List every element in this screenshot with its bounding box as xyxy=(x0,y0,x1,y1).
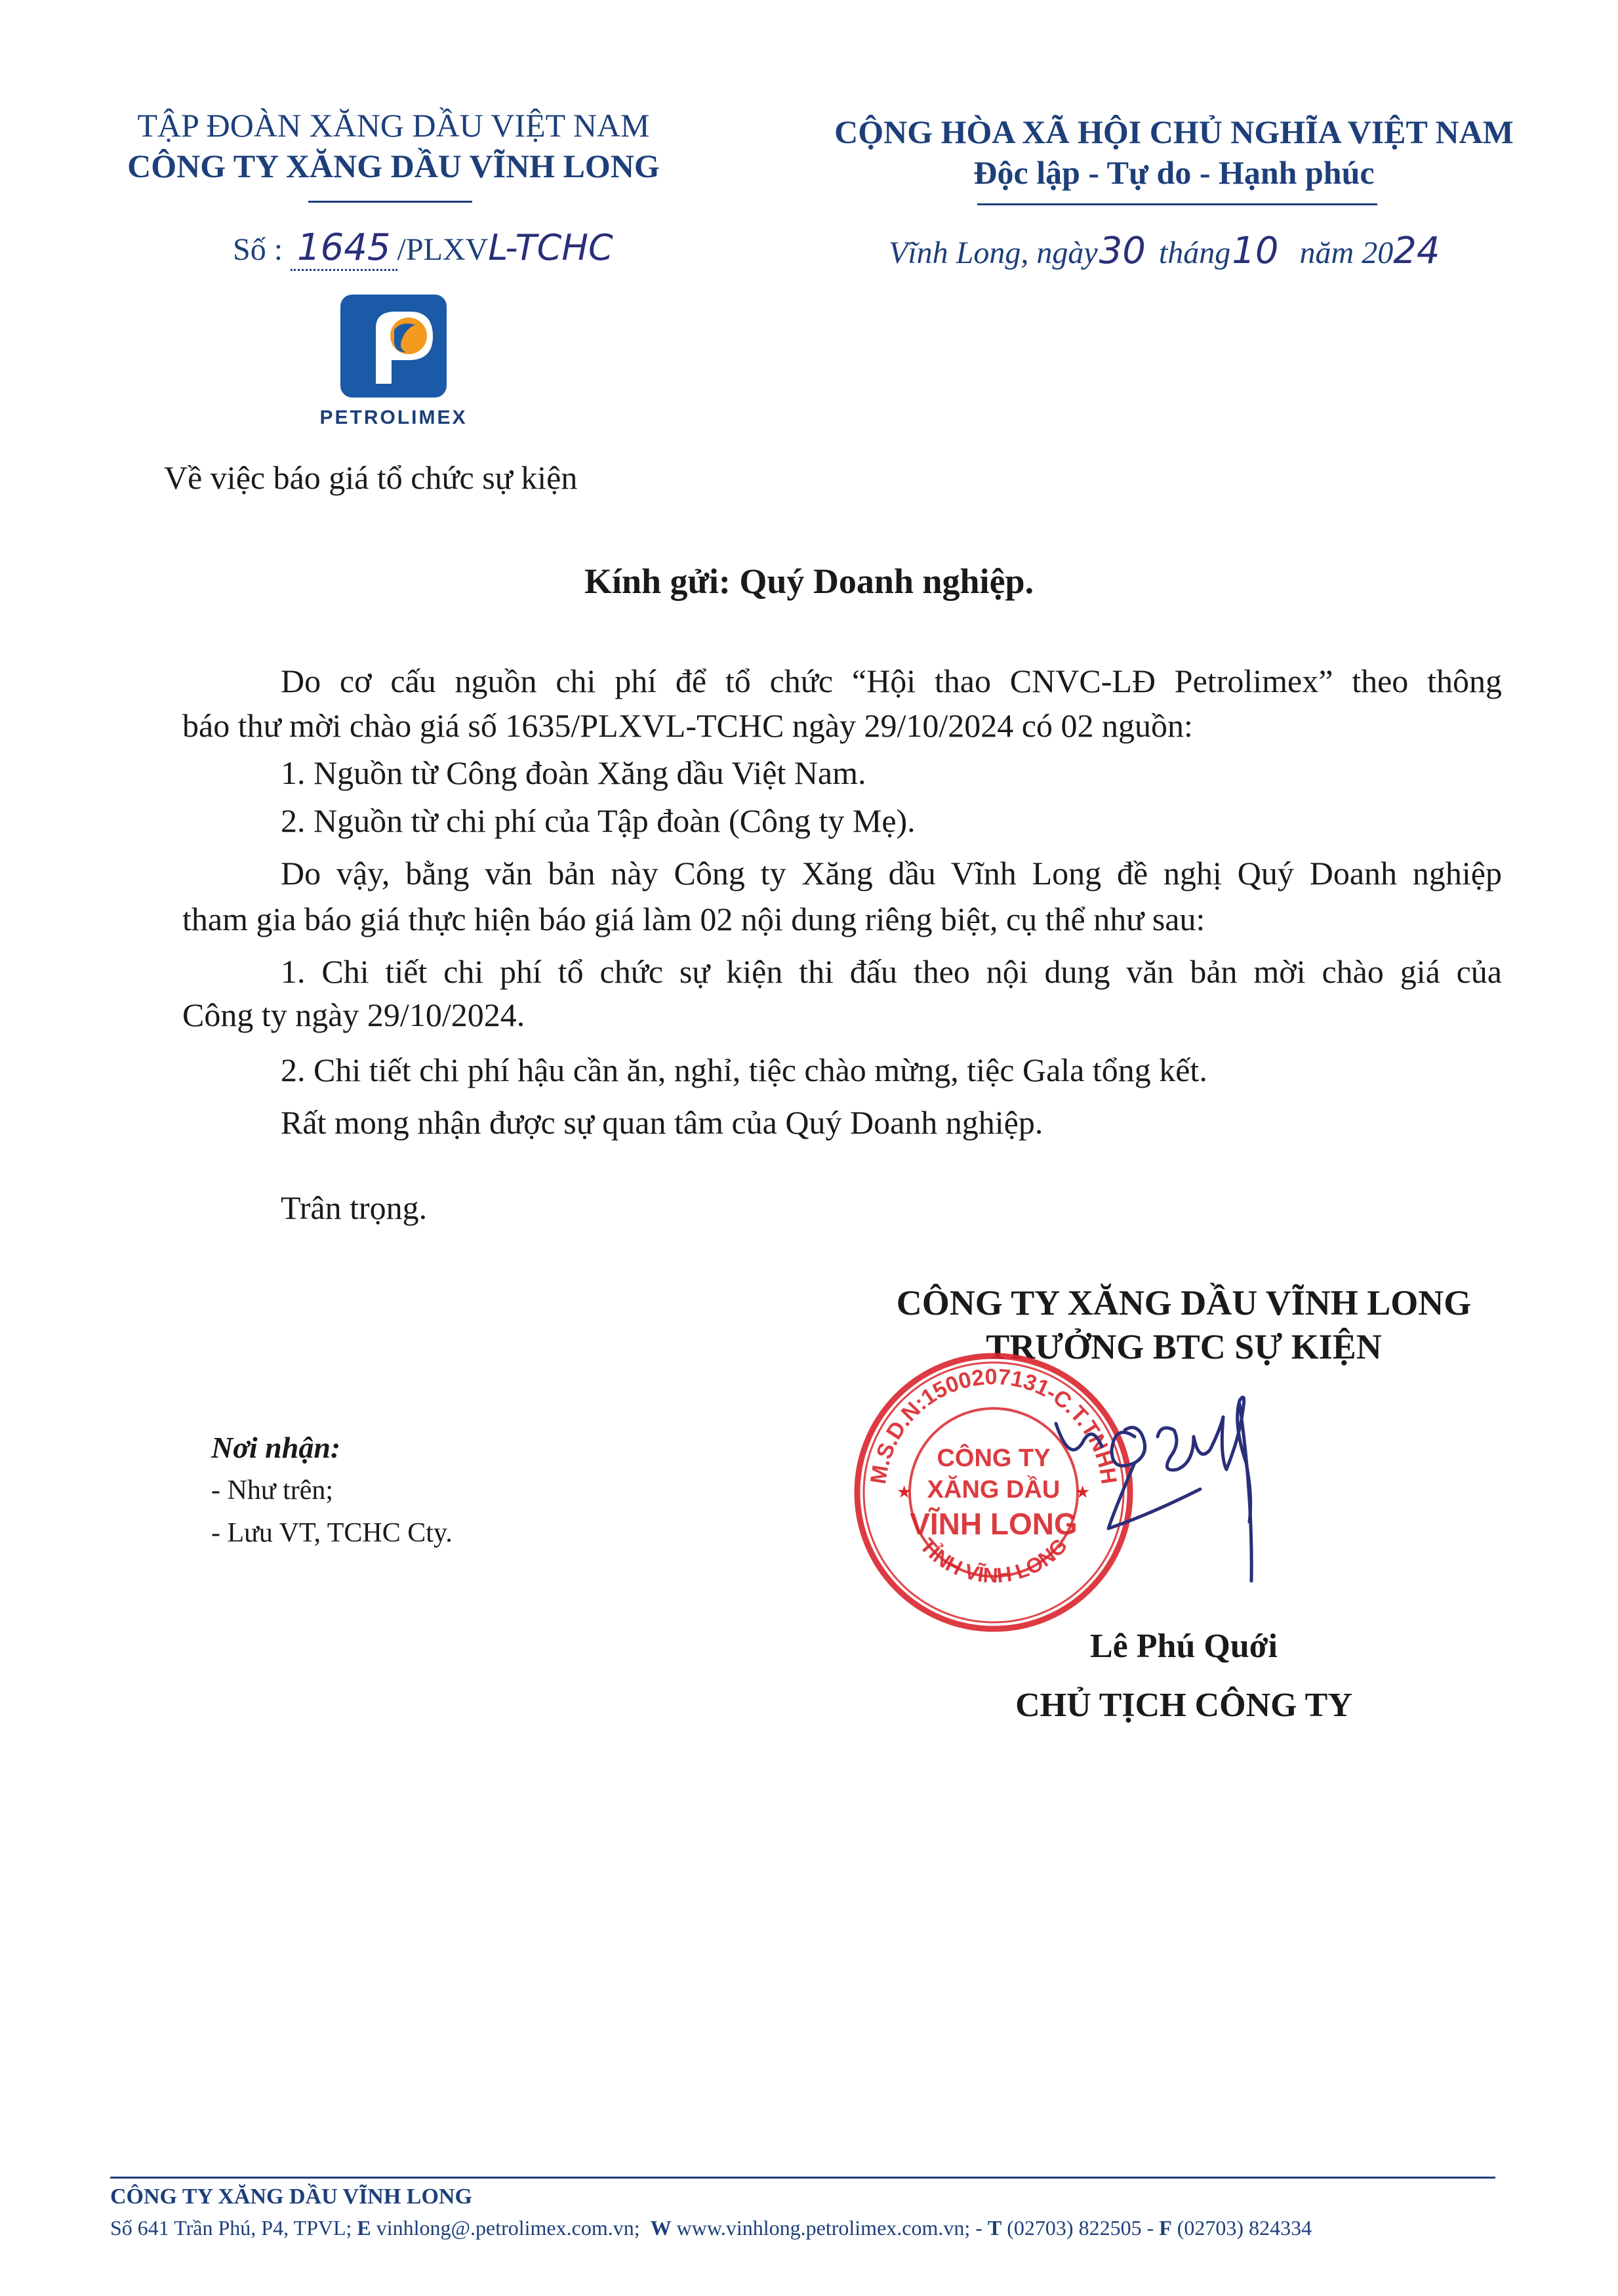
year-handwritten: 24 xyxy=(1393,230,1440,272)
request-item-1-line-1: 1. Chi tiết chi phí tổ chức sự kiện thi đấu theo nội dung văn bản mời chào giá của xyxy=(281,953,1502,990)
signature-organization: CÔNG TY XĂNG DẦU VĨNH LONG xyxy=(896,1283,1472,1322)
recipient-heading: Kính gửi: Quý Doanh nghiệp. xyxy=(584,562,1034,601)
footer-rule xyxy=(110,2177,1495,2179)
signer-title: CHỦ TỊCH CÔNG TY xyxy=(1015,1687,1352,1724)
doc-no-suffix-handwritten: L-TCHC xyxy=(488,227,613,268)
closing-line: Rất mong nhận được sự quan tâm của Quý Doanh nghiệp. xyxy=(281,1104,1043,1141)
paragraph-1-line-2: báo thư mời chào giá số 1635/PLXVL-TCHC ngày 29/10/2024 có 02 nguồn: xyxy=(182,707,1193,744)
subject-line: Về việc báo giá tổ chức sự kiện xyxy=(164,459,578,496)
recipients-item-2: - Lưu VT, TCHC Cty. xyxy=(211,1518,453,1548)
footer-tel: (02703) 822505 - xyxy=(1007,2216,1154,2240)
day-handwritten: 30 xyxy=(1099,230,1146,272)
petrolimex-logo-icon xyxy=(338,292,449,400)
seal-star-left: ★ xyxy=(897,1483,912,1502)
company-name: CÔNG TY XĂNG DẦU VĨNH LONG xyxy=(127,148,660,184)
year-label: năm 20 xyxy=(1299,236,1394,270)
signature-role: TRƯỞNG BTC SỰ KIỆN xyxy=(986,1327,1382,1366)
paragraph-2-line-1: Do vậy, bằng văn bản này Công ty Xăng dầu Vĩnh Long đề nghị Quý Doanh nghiệp xyxy=(281,855,1502,892)
paragraph-1-line-1: Do cơ cấu nguồn chi phí để tổ chức “Hội thao CNVC-LĐ Petrolimex” theo thông xyxy=(281,663,1502,699)
footer-contact xyxy=(110,2216,1312,2240)
footer-email[interactable]: vinhlong@.petrolimex.com.vn; xyxy=(376,2216,640,2240)
seal-center-line-1: CÔNG TY xyxy=(937,1445,1051,1472)
recipients-title: Nơi nhận: xyxy=(211,1431,341,1464)
month-handwritten: 10 xyxy=(1232,230,1279,272)
doc-no-handwritten: 1645 xyxy=(291,226,397,271)
month-label: tháng xyxy=(1158,236,1231,270)
request-item-1-line-2: Công ty ngày 29/10/2024. xyxy=(182,996,525,1033)
seal-ring-text: M.S.D.N:1500207131-C.T.TNHH xyxy=(866,1364,1122,1486)
petrolimex-logo xyxy=(338,292,449,400)
handwritten-signature xyxy=(1043,1364,1345,1640)
request-item-2: 2. Chi tiết chi phí hậu cần ăn, nghỉ, tiệc chào mừng, tiệc Gala tổng kết. xyxy=(281,1052,1207,1088)
footer-address: Số 641 Trần Phú, P4, TPVL; xyxy=(110,2216,352,2240)
header-right-rule xyxy=(977,203,1377,205)
seal-bottom-text: TỈNH VĨNH LONG xyxy=(915,1533,1072,1588)
seal-star-right: ★ xyxy=(1075,1483,1091,1502)
doc-no-prefix: Số : xyxy=(233,232,283,267)
document-number xyxy=(233,226,613,269)
signer-name: Lê Phú Quới xyxy=(1090,1628,1278,1665)
doc-no-suffix: /PLXV xyxy=(397,232,489,267)
footer-fax-label: F xyxy=(1159,2216,1172,2240)
handwritten-signature-icon xyxy=(1043,1364,1345,1640)
seal-center-line-2: XĂNG DẦU xyxy=(927,1476,1061,1504)
footer-web-label: W xyxy=(650,2216,672,2240)
recipients-item-1: - Như trên; xyxy=(211,1475,334,1506)
national-motto: Độc lập - Tự do - Hạnh phúc xyxy=(973,154,1375,191)
place-date-prefix: Vĩnh Long, ngày xyxy=(889,236,1098,270)
source-item-2: 2. Nguồn từ chi phí của Tập đoàn (Công ty Mẹ). xyxy=(281,802,916,839)
nation-title: CỘNG HÒA XÃ HỘI CHỦ NGHĨA VIỆT NAM xyxy=(834,113,1514,150)
footer-company: CÔNG TY XĂNG DẦU VĨNH LONG xyxy=(110,2184,472,2209)
footer-fax: (02703) 824334 xyxy=(1177,2216,1312,2240)
paragraph-2-line-2: tham gia báo giá thực hiện báo giá làm 02 nội dung riêng biệt, cụ thể như sau: xyxy=(182,901,1205,937)
source-item-1: 1. Nguồn từ Công đoàn Xăng dầu Việt Nam. xyxy=(281,754,866,791)
footer-web[interactable]: www.vinhlong.petrolimex.com.vn; - xyxy=(676,2216,982,2240)
footer-email-label: E xyxy=(357,2216,371,2240)
seal-center-line-3: VĨNH LONG xyxy=(910,1507,1078,1541)
footer-tel-label: T xyxy=(987,2216,1002,2240)
logo-wordmark: PETROLIMEX xyxy=(319,407,468,428)
header-left-rule xyxy=(308,201,472,203)
place-and-date xyxy=(889,230,1440,272)
regards-line: Trân trọng. xyxy=(281,1189,428,1226)
parent-organization: TẬP ĐOÀN XĂNG DẦU VIỆT NAM xyxy=(137,107,650,144)
